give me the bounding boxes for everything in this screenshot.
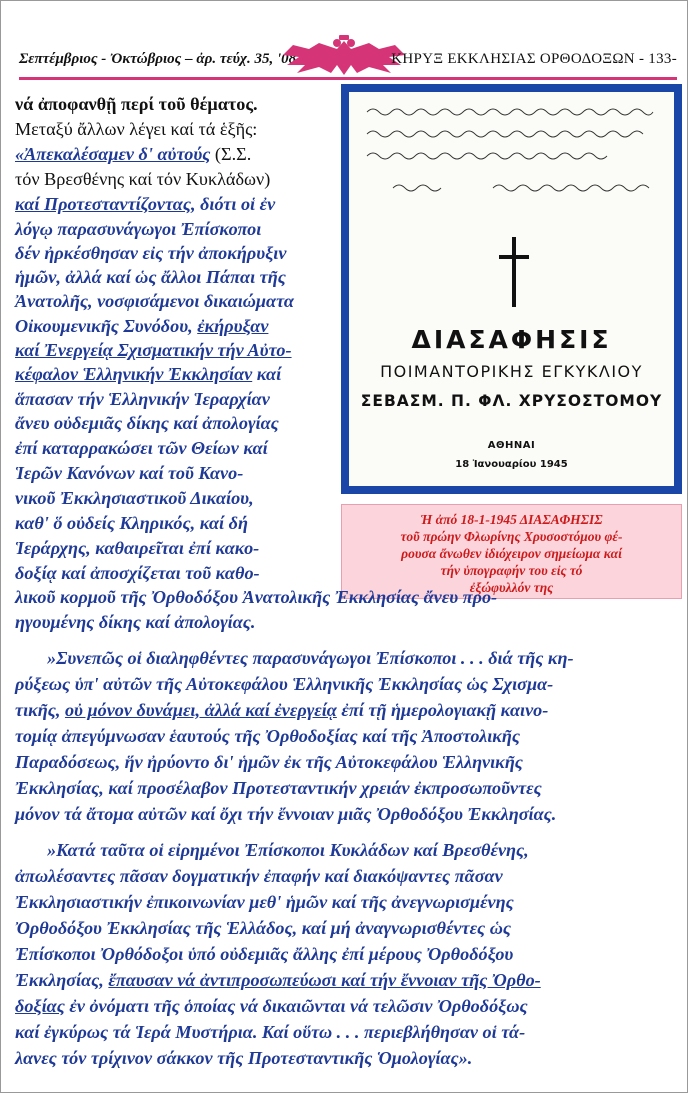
underlined-phrase: καί Προτεσταντίζοντας [15,194,191,214]
text-line: λανες τόν τρίχινον σάκκον τῆς Προτεσταντικῆς Ὁμολογίας». [15,1048,473,1068]
underlined-phrase: ἐκήρυξαν [197,316,269,336]
text-line: μόνον τά ἄτομα αὐτῶν καί ὄχι τήν ἔννοιαν μιᾶς Ὀρθοδόξου Ἐκκλησίας. [15,804,557,824]
caption-line: τήν ὑπογραφήν του εἰς τό [440,563,583,578]
caption-line: ἐξώφυλλόν της [469,580,554,595]
text-line: νά ἀποφανθῇ περί τοῦ θέματος. [15,94,258,114]
handwritten-note [363,102,663,197]
document-cover-image [341,84,682,494]
text-line [15,969,541,991]
text-line: ἄνευ οὐδεμιᾶς δίκης καί ἀπολογίας [15,413,279,433]
text-span: Ἐκκλησίας, [15,970,109,990]
caption-line: τοῦ πρώην Φλωρίνης Χρυσοστόμου φέ- [400,529,623,544]
text-line: δέν ἠρκέσθησαν εἰς τήν ἀποκήρυξιν [15,243,287,263]
text-line: ρύξεως ὑπ' αὐτῶν τῆς Αὐτοκεφάλου Ἑλληνικῆς Ἐκκλησίας ὡς Σχισμα- [15,674,554,694]
text-line [15,143,251,165]
text-line: ἅπασαν τήν Ἑλληνικήν Ἱεραρχίαν [15,389,270,409]
text-line [15,315,268,337]
text-line: »Κατά ταῦτα οἱ εἰρημένοι Ἐπίσκοποι Κυκλάδων καί Βρεσθένης, [47,840,529,860]
text-line: λόγῳ παρασυνάγωγοι Ἐπίσκοποι [15,219,262,239]
underlined-phrase: «Ἀπεκαλέσαμεν δ' αὐτούς [15,144,211,164]
double-headed-eagle-icon [279,35,409,81]
text-line [15,363,281,385]
text-line: Ἱεράρχης, καθαιρεῖται ἐπί κακο- [15,538,260,558]
cover-title: ΔΙΑΣΑΦΗΣΙΣ [411,325,612,354]
caption-line: ρουσα ἄνωθεν ἰδιόχειρον σημείωμα καί [401,546,622,561]
text-line: Ἐκκλησίας, καί προσέλαβον Προτεσταντικήν χρειάν ἐκπροσωποῦντες [15,778,542,798]
text-span: ἐπί τῇ ἡμερολογιακῇ καινο- [336,700,549,720]
underlined-line: καί Ἐνεργείᾳ Σχισματικήν τήν Αὐτο- [15,340,292,360]
text-line: ἐπί καταρρακώσει τῶν Θείων καί [15,438,268,458]
text-line: καθ' ὅ οὐδείς Κληρικός, καί δή [15,513,248,533]
cross-icon [499,237,529,307]
text-line: νικοῦ Ἐκκλησιαστικοῦ Δικαίου, [15,488,254,508]
text-span: (Σ.Σ. [210,144,252,164]
text-line: Ἱερῶν Κανόνων καί τοῦ Κανο- [15,463,244,483]
cover-place: ΑΘΗΝΑΙ [487,440,536,451]
text-span: Οἰκουμενικῆς Συνόδου, [15,316,198,336]
text-line: Μεταξύ ἄλλων λέγει καί τά ἑξῆς: [15,119,258,139]
underlined-phrase: οὐ μόνον δυνάμει, ἀλλά καί ἐνεργείᾳ [64,700,337,720]
header-divider [19,77,677,80]
text-span: , διότι οἱ ἐν [190,194,276,214]
text-line: Ὀρθοδόξου Ἐκκλησίας τῆς Ἑλλάδος, καί μή ἀναγνωρισθέντες ὡς [15,918,511,938]
text-line: τομίᾳ ἀπεγύμνωσαν ἑαυτούς τῆς Ὀρθοδοξίας καί τῆς Ἀποστολικῆς [15,726,520,746]
underlined-phrase: κέφαλον Ἑλληνικήν Ἐκκλησίαν [15,364,253,384]
cover-subtitle-1: ΠΟΙΜΑΝΤΟΡΙΚΗΣ ΕΓΚΥΚΛΙΟΥ [380,362,643,381]
caption-line: Ἡ ἀπό 18-1-1945 ΔΙΑΣΑΦΗΣΙΣ [420,512,603,527]
text-line: λικοῦ κορμοῦ τῆς Ὀρθοδόξου Ἀνατολικῆς Ἐκκλησίας ἄνευ προ- [15,587,498,607]
text-line: ἡμῶν, ἀλλά καί ὡς ἄλλοι Πάπαι τῆς [15,267,286,287]
text-span: καί [252,364,282,384]
text-line [15,193,275,215]
text-span: τικῆς, [15,700,65,720]
underlined-phrase: δοξίας [15,996,65,1016]
text-line: δοξίᾳ καί ἀποσχίζεται τοῦ καθο- [15,563,260,583]
text-line: τόν Βρεσθένης καί τόν Κυκλάδων) [15,169,271,189]
text-line: ἀπωλέσαντες πᾶσαν δογματικήν ἐπαφήν καί διακόψαντες πᾶσαν [15,866,503,886]
journal-title: ΚΗΡΥΞ ΕΚΚΛΗΣΙΑΣ ΟΡΘΟΔΟΞΩΝ - 133- [391,51,677,67]
underlined-phrase: ἔπαυσαν νά ἀντιπροσωπεύωσι καί τήν ἔννοιαν τῆς Ὀρθο- [108,970,541,990]
text-span: ἐν ὀνόματι τῆς ὁποίας νά δικαιῶνται νά τελῶσιν Ὀρθοδόξως [64,996,528,1016]
cover-subtitle-2: ΣΕΒΑΣΜ. Π. ΦΛ. ΧΡΥΣΟΣΤΟΜΟΥ [360,392,663,410]
text-line: Ἐκκλησιαστικήν ἐπικοινωνίαν μεθ' ἡμῶν καί τῆς ἀνεγνωρισμένης [15,892,514,912]
text-line [15,995,528,1017]
page-header [11,43,677,83]
text-line [15,699,548,721]
cover-page [349,92,674,486]
text-line: Παραδόσεως, ἥν ἠρύοντο δι' ἡμῶν ἐκ τῆς Αὐτοκεφάλου Ἑλληνικῆς [15,752,523,772]
figure-caption [341,504,682,599]
text-line: ηγουμένης δίκης καί ἀπολογίας. [15,612,256,632]
issue-info: Σεπτέμβριος - Ὀκτώβριος – ἀρ. τεύχ. 35, '08 [19,51,297,67]
text-line: καί ἐγκύρως τά Ἱερά Μυστήρια. Καί οὕτω . . . περιεβλήθησαν οἱ τά- [15,1022,526,1042]
text-line: Ἐπίσκοποι Ὀρθόδοξοι ὑπό οὐδεμιᾶς ἄλλης ἐπί μέρους Ὀρθοδόξου [15,944,514,964]
cover-date: 18 Ἰανουαρίου 1945 [455,459,568,470]
text-line: »Συνεπῶς οἱ διαληφθέντες παρασυνάγωγοι Ἐπίσκοποι . . . διά τῆς κη- [47,648,574,668]
text-line: Ἀνατολῆς, νοσφισάμενοι δικαιώματα [15,291,294,311]
